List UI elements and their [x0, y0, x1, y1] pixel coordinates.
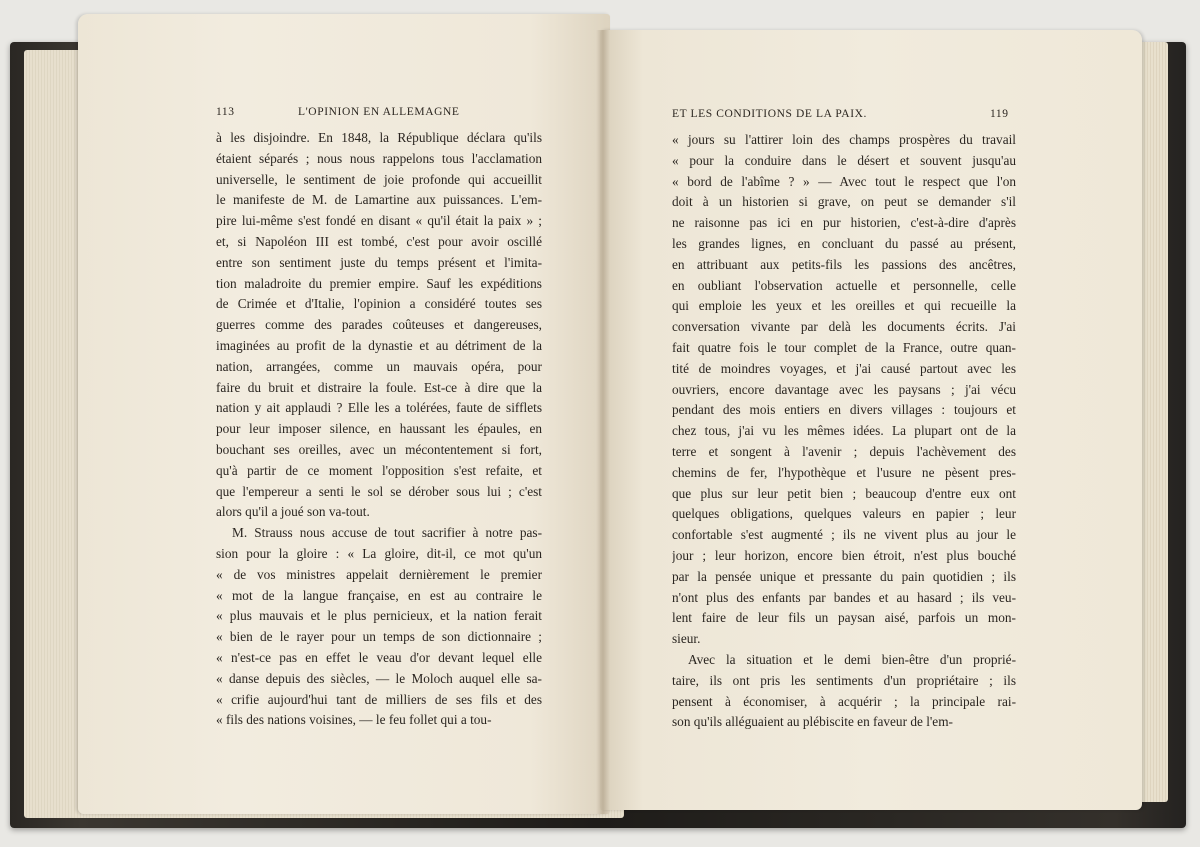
text-line: « mot de la langue française, en est au contraire le [216, 587, 542, 603]
text-line: faire du bruit et distraire la foule. Est-ce à dire que la [216, 379, 542, 395]
text-line: doit à un historien si grave, on peut se demander s'il [672, 194, 1016, 210]
text-line: en oubliant l'observation actuelle et personnelle, celle [672, 277, 1016, 293]
text-line: guerres comme des parades coûteuses et dangereuses, [216, 317, 542, 333]
text-line: fait quatre fois le tour complet de la France, outre quan- [672, 339, 1016, 355]
text-line: étaient séparés ; nous nous rappelons tous l'acclamation [216, 150, 542, 166]
text-line: « plus mauvais et le plus pernicieux, et la nation ferait [216, 608, 542, 624]
text-line: le manifeste de M. de Lamartine aux puissances. L'em- [216, 192, 542, 208]
text-line: « crifie aujourd'hui tant de milliers de ses fils et des [216, 691, 542, 707]
text-line: « bord de l'abîme ? » — Avec tout le respect que l'on [672, 173, 1016, 189]
text-line: nation, arrangées, comme un mauvais opéra, pour [216, 358, 542, 374]
text-line: sieur. [672, 631, 701, 647]
text-line: « de vos ministres appelait dernièrement le premier [216, 566, 542, 582]
text-line: nation y ait applaudi ? Elle les a tolérées, faute de sifflets [216, 400, 542, 416]
text-line: pire lui-même s'est fondé en disant « qu'il était la paix » ; [216, 213, 542, 229]
text-line: imaginées au profit de la dynastie et au détriment de la [216, 337, 542, 353]
text-line: confortable s'est augmenté ; ils ne vivent plus au jour le [672, 527, 1016, 543]
text-line: chez tous, j'ai vu les mêmes idées. La plupart ont de la [672, 423, 1016, 439]
text-line: bouchant ses oreilles, avec un mécontentement si fort, [216, 441, 542, 457]
text-line: tion maladroite du premier empire. Sauf les expéditions [216, 275, 542, 291]
text-line: lent faire de leur fils un paysan aisé, parfois un mon- [672, 610, 1016, 626]
text-line: entre son sentiment juste du temps présent et l'imita- [216, 254, 542, 270]
text-line: que plus sur leur petit bien ; beaucoup d'entre eux ont [672, 485, 1016, 501]
right-page-body [672, 130, 1016, 733]
text-line: de Crimée et d'Italie, l'opinion a considéré toutes ses [216, 296, 542, 312]
left-page-number: 113 [216, 106, 235, 118]
text-line: terre et songent à l'avenir ; depuis l'achèvement des [672, 443, 1016, 459]
book-gutter [596, 30, 610, 814]
text-line: par la pensée unique et pressante du pain quotidien ; ils [672, 568, 1016, 584]
text-line: « jours su l'attirer loin des champs prospères du travail [672, 132, 1016, 147]
right-running-title: ET LES CONDITIONS DE LA PAIX. [672, 108, 868, 120]
text-line: quelques obligations, quelques valeurs en papier ; leur [672, 506, 1016, 522]
text-line: qu'à partir de ce moment l'opposition s'est refaite, et [216, 462, 542, 478]
right-page-number: 119 [990, 108, 1009, 120]
text-line: sion pour la gloire : « La gloire, dit-il, ce mot qu'un [216, 545, 542, 561]
text-line: « danse depuis des siècles, — le Moloch auquel elle sa- [216, 670, 542, 686]
text-line: « fils des nations voisines, — le feu follet qui a tou- [216, 712, 492, 728]
text-line: conversation vivante par delà les documents écrits. J'ai [672, 319, 1016, 335]
text-line: « bien de le rayer pour un temps de son dictionnaire ; [216, 629, 542, 645]
text-line: « n'est-ce pas en effet le veau d'or devant lequel elle [216, 649, 542, 665]
text-line: alors qu'il a joué son va-tout. [216, 504, 370, 520]
text-line: pensent à économiser, à acquérir ; la principale rai- [672, 693, 1016, 709]
text-line: et, si Napoléon III est tombé, c'est pour avoir oscillé [216, 233, 542, 249]
text-line: pendant des mois entiers en divers villages : toujours et [672, 402, 1016, 418]
text-line: taire, ils ont pris les sentiments d'un propriétaire ; ils [672, 672, 1016, 688]
text-line: qui emploie les yeux et les oreilles et qui recueille la [672, 298, 1016, 314]
text-line: ne raisonne pas ici en pur historien, c'est-à-dire d'après [672, 215, 1016, 231]
text-line: ouvriers, encore davantage avec les paysans ; j'ai vécu [672, 381, 1016, 397]
text-line: que l'empereur a senti le sol se dérober sous lui ; c'est [216, 483, 542, 499]
text-line: « pour la conduire dans le désert et souvent jusqu'au [672, 152, 1016, 168]
text-line: M. Strauss nous accuse de tout sacrifier à notre pas- [232, 525, 542, 541]
text-line: chemins de fer, l'hypothèque et l'usure ne pèsent pres- [672, 464, 1016, 480]
text-line: universelle, le sentiment de joie profonde qui accueillit [216, 171, 542, 187]
text-line: son qu'ils alléguaient au plébiscite en faveur de l'em- [672, 714, 953, 730]
text-line: en attribuant aux petits-fils les passions des ancêtres, [672, 256, 1016, 272]
text-line: jour ; leur horizon, encore bien étroit, n'est plus bouché [672, 547, 1016, 563]
text-line: les grandes lignes, en concluant du passé au présent, [672, 235, 1016, 251]
left-page-body [216, 128, 542, 731]
text-line: n'ont plus des enfants par bandes et au hasard ; ils veu- [672, 589, 1016, 605]
text-line: à les disjoindre. En 1848, la République déclara qu'ils [216, 130, 542, 145]
text-line: Avec la situation et le demi bien-être d'un proprié- [688, 651, 1016, 667]
text-line: pour leur imposer silence, en haussant les épaules, en [216, 421, 542, 437]
left-running-title: L'OPINION EN ALLEMAGNE [298, 106, 460, 118]
text-line: tité de moindres voyages, et j'ai causé partout avec les [672, 360, 1016, 376]
